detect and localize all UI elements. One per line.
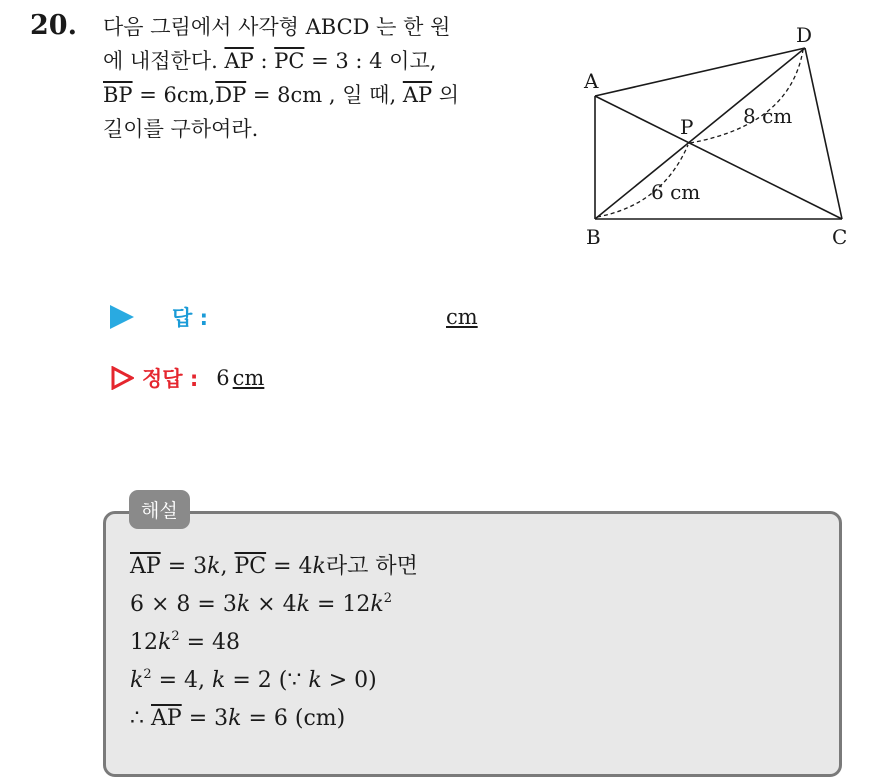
correct-answer-value: 6 — [216, 366, 230, 390]
solution-line: $12k^2 = 48$ — [130, 629, 241, 655]
question-line: $\overline{BP} = 6cm,\overline{DP} = 8cm$ , 일 때, $\overline{AP}$ 의 — [103, 83, 460, 107]
overline-segment: $\overline{AP}$ — [130, 554, 161, 579]
question-line: 에 내접한다. $\overline{AP}$ : $\overline{PC} = 3$ : 4 이고, — [103, 49, 437, 73]
length-label-dp: 8 cm — [743, 104, 793, 128]
math-variable: k — [212, 668, 226, 693]
math-variable: k — [296, 592, 310, 617]
solution-tag: 해설 — [129, 490, 190, 529]
exponent: 2 — [171, 629, 180, 644]
question-text — [103, 10, 553, 146]
question-line: 길이를 구하여라. — [103, 117, 259, 141]
math-variable: k — [370, 592, 384, 617]
overline-segment: $\overline{DP}$ — [215, 83, 247, 107]
question-number: 20. — [30, 10, 77, 41]
math-variable: k — [207, 554, 221, 579]
solution-line: $\overline{AP} = 3k$, $\overline{PC} = 4k$라고 하면 — [130, 554, 418, 579]
math-variable: k — [158, 630, 172, 655]
correct-answer-row — [110, 363, 264, 393]
overline-segment: $\overline{PC}$ — [274, 49, 305, 73]
vertex-label-c: C — [832, 225, 848, 249]
solution-line: $6 \times 8 = 3k \times 4k = 12k^2$ — [130, 591, 392, 617]
math-variable: k — [236, 592, 251, 617]
diagonal-ac — [595, 96, 842, 219]
length-label-bp: 6 cm — [651, 180, 701, 204]
answer-unit: cm — [446, 305, 478, 329]
overline-segment: $\overline{PC}$ — [234, 554, 267, 579]
solution-text — [130, 548, 418, 738]
math-variable: k — [228, 706, 242, 731]
question-line: 다음 그림에서 사각형 ABCD 는 한 원 — [103, 15, 451, 39]
overline-segment: $\overline{BP}$ — [103, 83, 133, 107]
solution-line: $k^2 = 4$, k = 2 (∵ k > 0) — [130, 667, 377, 693]
correct-answer-label: 정답 : — [142, 367, 199, 391]
math-variable: k — [308, 668, 322, 693]
answer-label: 답 : — [172, 306, 208, 330]
correct-answer-unit: cm — [232, 366, 265, 390]
overline-segment: $\overline{AP}$ — [151, 706, 182, 731]
point-label-p: P — [680, 115, 694, 139]
edge-da — [595, 48, 805, 96]
math-variable: k — [130, 668, 144, 693]
answer-row — [110, 302, 478, 332]
exponent: 2 — [383, 591, 392, 606]
outline-triangle-icon — [110, 366, 134, 390]
quadrilateral-figure — [570, 20, 860, 255]
filled-triangle-icon — [110, 305, 134, 329]
edge-cd — [805, 48, 842, 219]
vertex-label-d: D — [796, 23, 813, 47]
solution-line: ∴ $\overline{AP} = 3k = 6$ (cm) — [130, 706, 346, 731]
exponent: 2 — [143, 667, 152, 682]
overline-segment: $\overline{AP}$ — [402, 83, 433, 107]
math-variable: k — [312, 554, 326, 579]
vertex-label-a: A — [584, 69, 599, 93]
vertex-label-b: B — [586, 225, 601, 249]
overline-segment: $\overline{AP}$ — [224, 49, 254, 73]
